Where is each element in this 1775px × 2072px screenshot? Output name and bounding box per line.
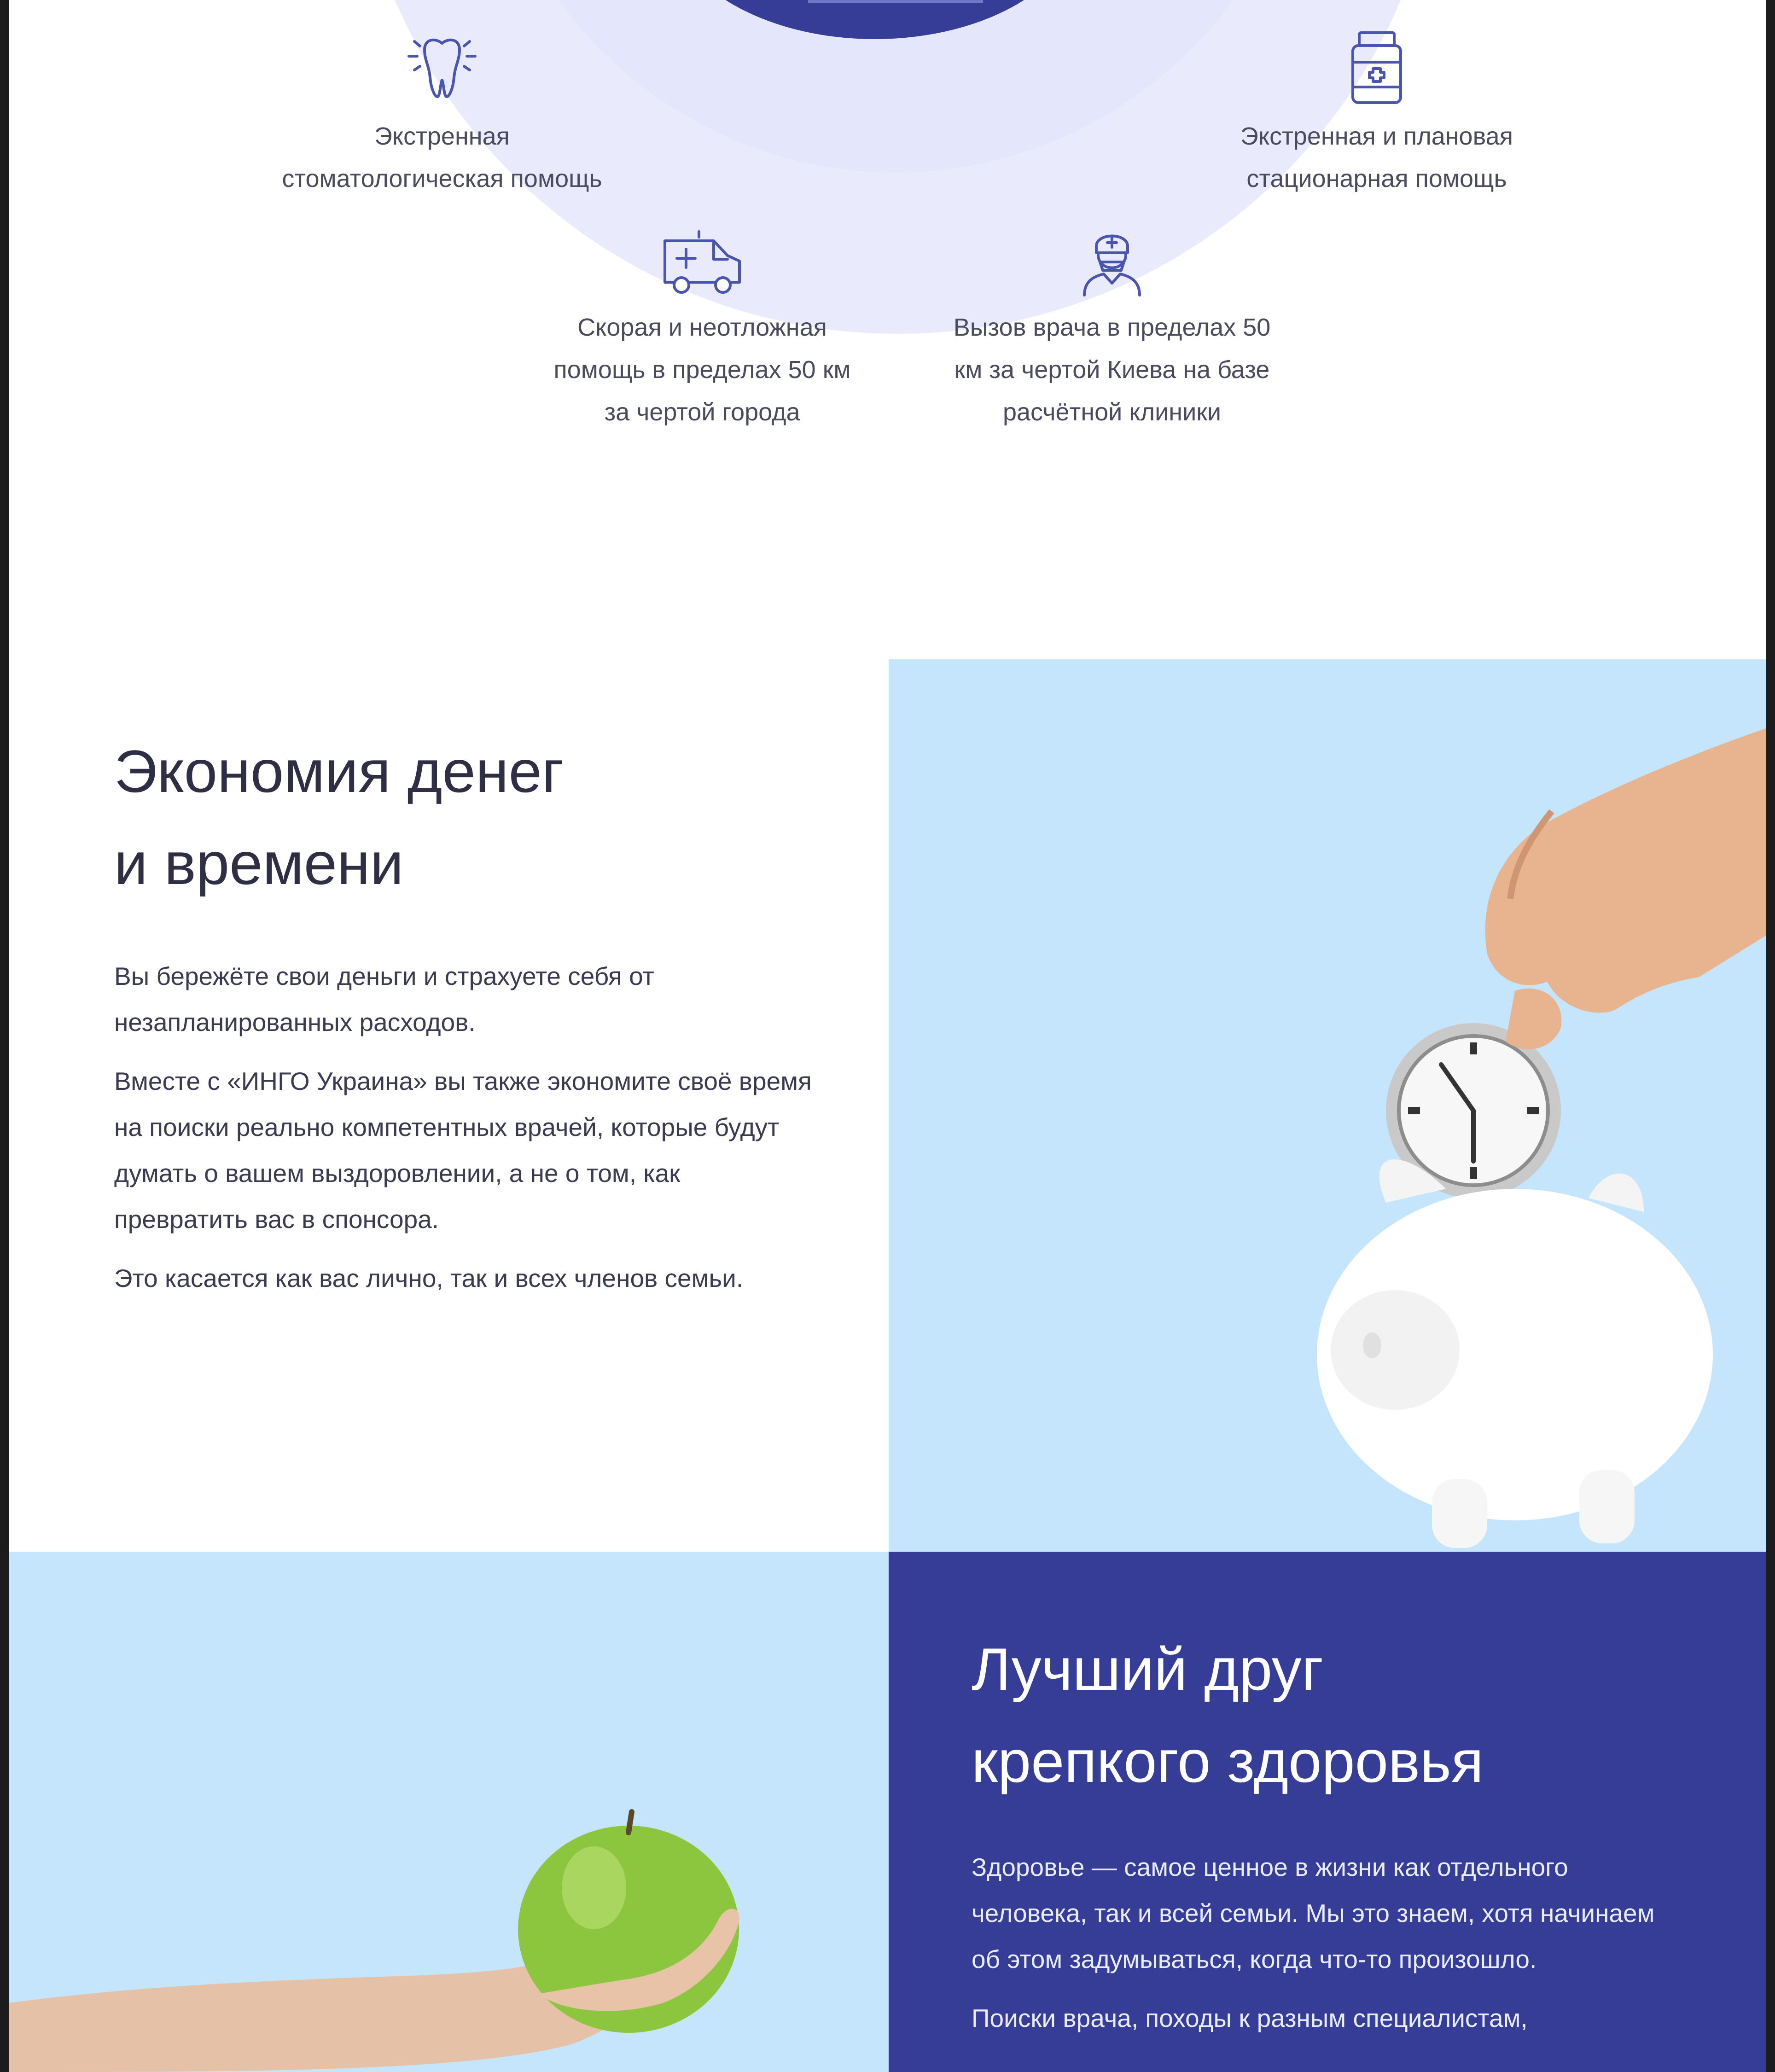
piggy-bank-clock-image	[889, 659, 1766, 1552]
savings-paragraph-2: Вместе с «ИНГО Украина» вы также экономите своё время на поиски реально компетентных врачей, которые будут думать о вашем выздоровлении, а не о том, как превратить вас в спонсора.	[114, 1067, 812, 1234]
service-ambulance	[500, 228, 905, 433]
service-ambulance-line1: Скорая и неотложная	[577, 314, 827, 341]
service-inpatient-line1: Экстренная и плановая	[1240, 122, 1513, 150]
service-doctor-line3: расчётной клиники	[1002, 398, 1222, 426]
service-ambulance-line3: за чертой города	[604, 398, 800, 426]
savings-paragraph-3: Это касается как вас лично, так и всех членов семьи.	[114, 1264, 744, 1292]
health-paragraph-2: Поиски врача, походы к разным специалистам,	[972, 2004, 1528, 2032]
savings-section	[114, 725, 814, 1314]
tooth-icon	[396, 32, 488, 106]
savings-title-line1: Экономия денег	[114, 738, 564, 805]
service-ambulance-line2: помощь в пределах 50 км	[553, 356, 851, 384]
apple-hand-illustration	[9, 1552, 889, 2072]
medicine-jar-icon	[1344, 30, 1409, 106]
service-doctor-line2: км за чертой Киева на базе	[954, 356, 1270, 384]
service-doctor-call	[891, 228, 1333, 433]
health-section	[972, 1623, 1690, 2054]
health-title	[972, 1623, 1690, 1807]
health-title-line1: Лучший друг	[972, 1635, 1324, 1703]
decor-core-tab	[808, 0, 983, 3]
savings-paragraph-1: Вы бережёте свои деньги и страхуете себя от незапланированных расходов.	[114, 962, 654, 1036]
apple-hand-image	[9, 1552, 889, 2072]
service-dental-line2: стоматологическая помощь	[282, 165, 602, 192]
service-dental	[239, 32, 645, 200]
piggy-bank-illustration	[889, 659, 1766, 1552]
savings-title	[114, 725, 814, 909]
service-doctor-line1: Вызов врача в пределах 50	[953, 314, 1271, 341]
service-inpatient-line2: стационарная помощь	[1246, 165, 1507, 192]
service-dental-line1: Экстренная	[374, 122, 510, 150]
savings-title-line2: и времени	[114, 830, 404, 897]
service-inpatient	[1165, 30, 1589, 200]
page	[9, 0, 1766, 2072]
health-paragraph-1: Здоровье — самое ценное в жизни как отдельного человека, так и всей семьи. Мы это знаем, хотя начинаем об этом задумываться, когда что-то произошло.	[972, 1853, 1655, 1973]
doctor-icon	[1075, 228, 1149, 297]
health-title-line2: крепкого здоровья	[972, 1728, 1484, 1795]
ambulance-icon	[658, 228, 746, 297]
